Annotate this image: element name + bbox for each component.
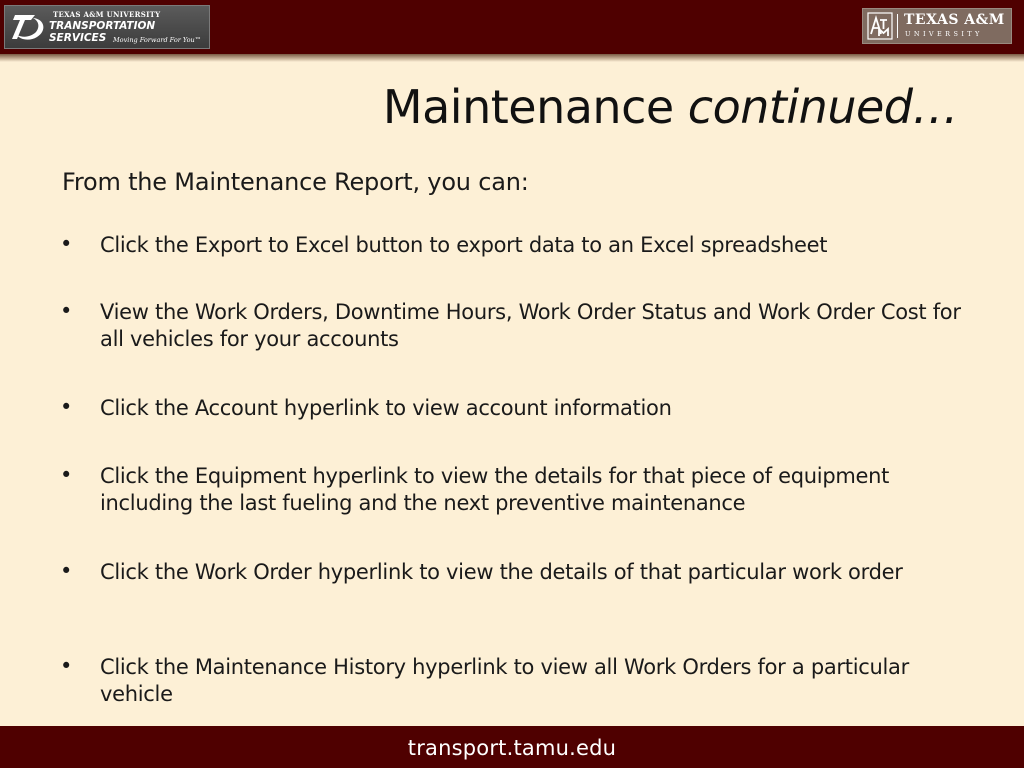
bullet-icon: •	[60, 232, 73, 256]
ts-logo-name: TRANSPORTATION SERVICES	[49, 20, 156, 44]
bullet-text: View the Work Orders, Downtime Hours, Work Order Status and Work Order Cost for all vehicles for your accounts	[100, 300, 961, 351]
title-main: Maintenance	[382, 80, 688, 134]
bullet-text: Click the Work Order hyperlink to view the details of that particular work order	[100, 560, 903, 584]
tamu-ts-swoosh-icon	[9, 9, 49, 45]
bullet-icon: •	[60, 463, 73, 487]
title-emphasis: continued…	[687, 80, 958, 134]
tamu-logo-name: TEXAS A&M	[904, 12, 1005, 28]
header-shadow	[0, 54, 1024, 62]
bullet-text: Click the Account hyperlink to view account information	[100, 396, 672, 420]
atm-logo-icon	[867, 12, 893, 40]
bullet-icon: •	[60, 654, 73, 678]
slide-title	[300, 80, 958, 134]
bullet-icon: •	[60, 299, 73, 323]
tamu-logo-university: UNIVERSITY	[905, 30, 983, 38]
bullet-icon: •	[60, 395, 73, 419]
bullet-text: Click the Export to Excel button to export data to an Excel spreadsheet	[100, 233, 828, 257]
bullet-icon: •	[60, 559, 73, 583]
intro-text: From the Maintenance Report, you can:	[62, 168, 529, 196]
footer-url[interactable]: transport.tamu.edu	[407, 736, 617, 760]
texas-am-logo[interactable]	[862, 8, 1012, 44]
ts-logo-tagline: Moving Forward For You™	[113, 36, 202, 44]
bullet-text: Click the Equipment hyperlink to view the details for that piece of equipment including the last fueling and the next preventive maintenance	[100, 464, 890, 515]
ts-logo-university: TEXAS A&M UNIVERSITY	[53, 10, 161, 19]
bullet-text: Click the Maintenance History hyperlink to view all Work Orders for a particular vehicle	[100, 655, 909, 706]
transportation-services-logo[interactable]	[4, 5, 210, 49]
logo-divider	[897, 14, 898, 38]
